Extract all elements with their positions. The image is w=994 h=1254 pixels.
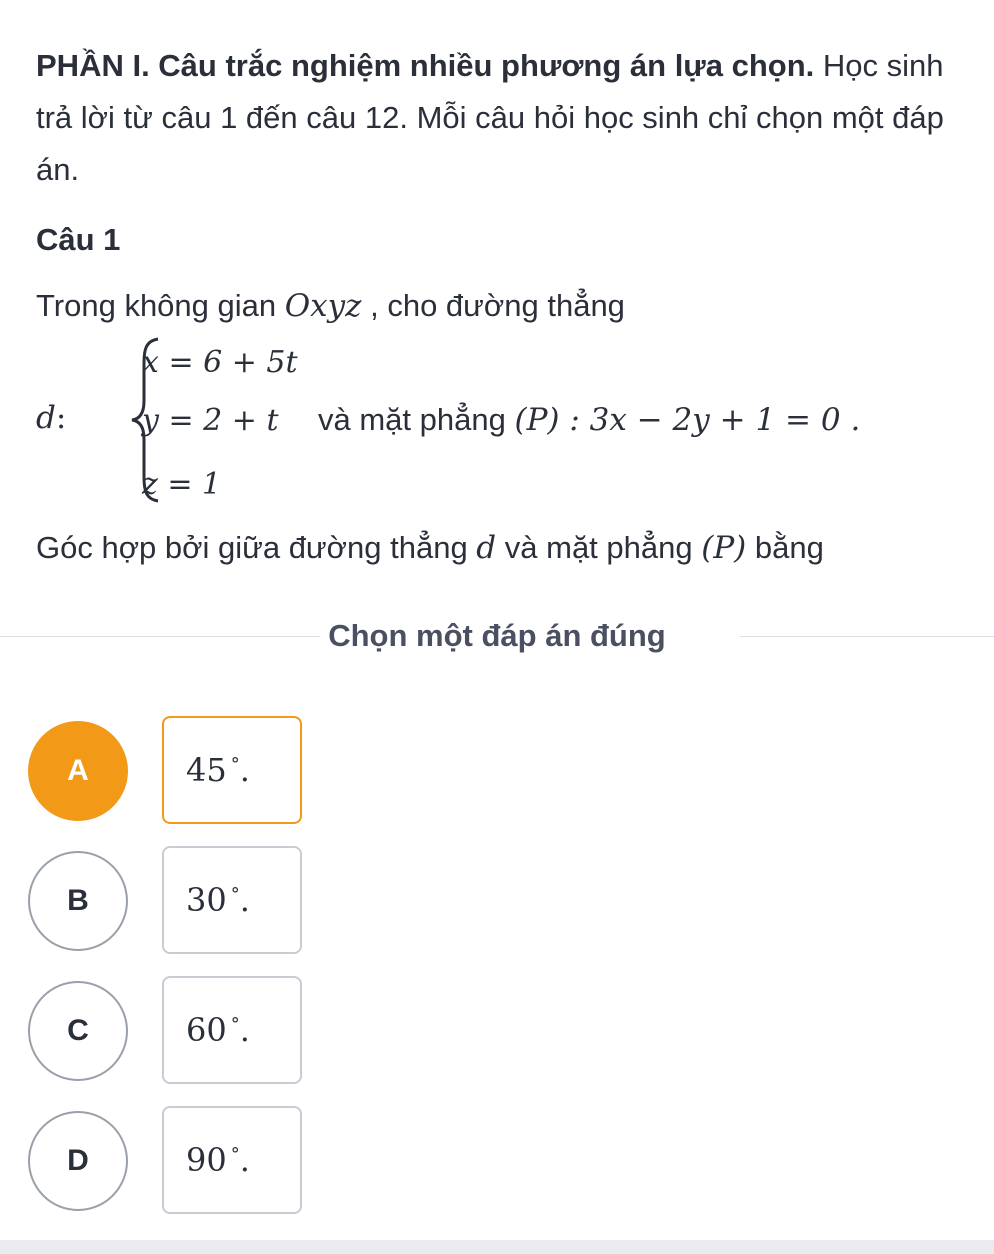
ask-suffix: bằng	[746, 530, 824, 565]
option-letter-c[interactable]: C	[28, 981, 128, 1081]
plane-text	[318, 402, 860, 438]
option-value-d: 90	[186, 1141, 227, 1179]
option-value-c: 60	[186, 1011, 227, 1049]
plane-equation: (P) : 3x − 2y + 1 = 0 .	[514, 402, 861, 438]
question-stem	[36, 288, 625, 324]
degree-c: °	[230, 1013, 240, 1035]
ask-plane-p: (P)	[701, 530, 747, 566]
equation-x: x = 6 + 5t	[142, 345, 298, 380]
option-letter-b[interactable]: B	[28, 851, 128, 951]
option-answer-d[interactable]	[162, 1106, 302, 1214]
option-answer-c[interactable]	[162, 976, 302, 1084]
option-answer-b[interactable]	[162, 846, 302, 954]
equation-z: z = 1	[142, 467, 222, 502]
degree-d: °	[230, 1143, 240, 1165]
stem-prefix: Trong không gian	[36, 288, 285, 323]
option-value-b: 30	[186, 881, 227, 919]
bottom-bar	[0, 1240, 994, 1254]
option-d[interactable]	[28, 1106, 308, 1216]
degree-a: °	[230, 753, 240, 775]
section-header	[36, 40, 956, 196]
line-label: d:	[36, 400, 67, 436]
option-suffix-a: .	[239, 751, 250, 789]
option-answer-a[interactable]	[162, 716, 302, 824]
option-letter-a[interactable]: A	[28, 721, 128, 821]
space-name: Oxyz	[284, 288, 362, 324]
question-title: Câu 1	[36, 222, 121, 257]
option-suffix-d: .	[239, 1141, 250, 1179]
option-suffix-c: .	[239, 1011, 250, 1049]
plane-intro: và mặt phẳng	[318, 402, 515, 437]
stem-suffix: , cho đường thẳng	[361, 288, 625, 323]
degree-b: °	[230, 883, 240, 905]
option-suffix-b: .	[239, 881, 250, 919]
option-letter-d[interactable]: D	[28, 1111, 128, 1211]
option-a[interactable]	[28, 716, 308, 826]
ask-mid: và mặt phẳng	[496, 530, 702, 565]
instruction-divider	[0, 612, 994, 660]
ask-line-d: d	[476, 530, 497, 566]
instruction-label: Chọn một đáp án đúng	[328, 618, 666, 653]
section-heading-bold: PHẦN I. Câu trắc nghiệm nhiều phương án lựa chọn.	[36, 48, 815, 83]
question-ask	[36, 530, 824, 566]
option-c[interactable]	[28, 976, 308, 1086]
section-heading-rest: Học sinh trả lời từ câu 1 đến câu 12. Mỗi câu hỏi học sinh chỉ chọn một đáp án.	[36, 48, 944, 187]
equation-y: y = 2 + t	[142, 403, 279, 438]
line-system	[36, 335, 966, 510]
option-value-a: 45	[186, 751, 227, 789]
option-b[interactable]	[28, 846, 308, 956]
ask-prefix: Góc hợp bởi giữa đường thẳng	[36, 530, 477, 565]
